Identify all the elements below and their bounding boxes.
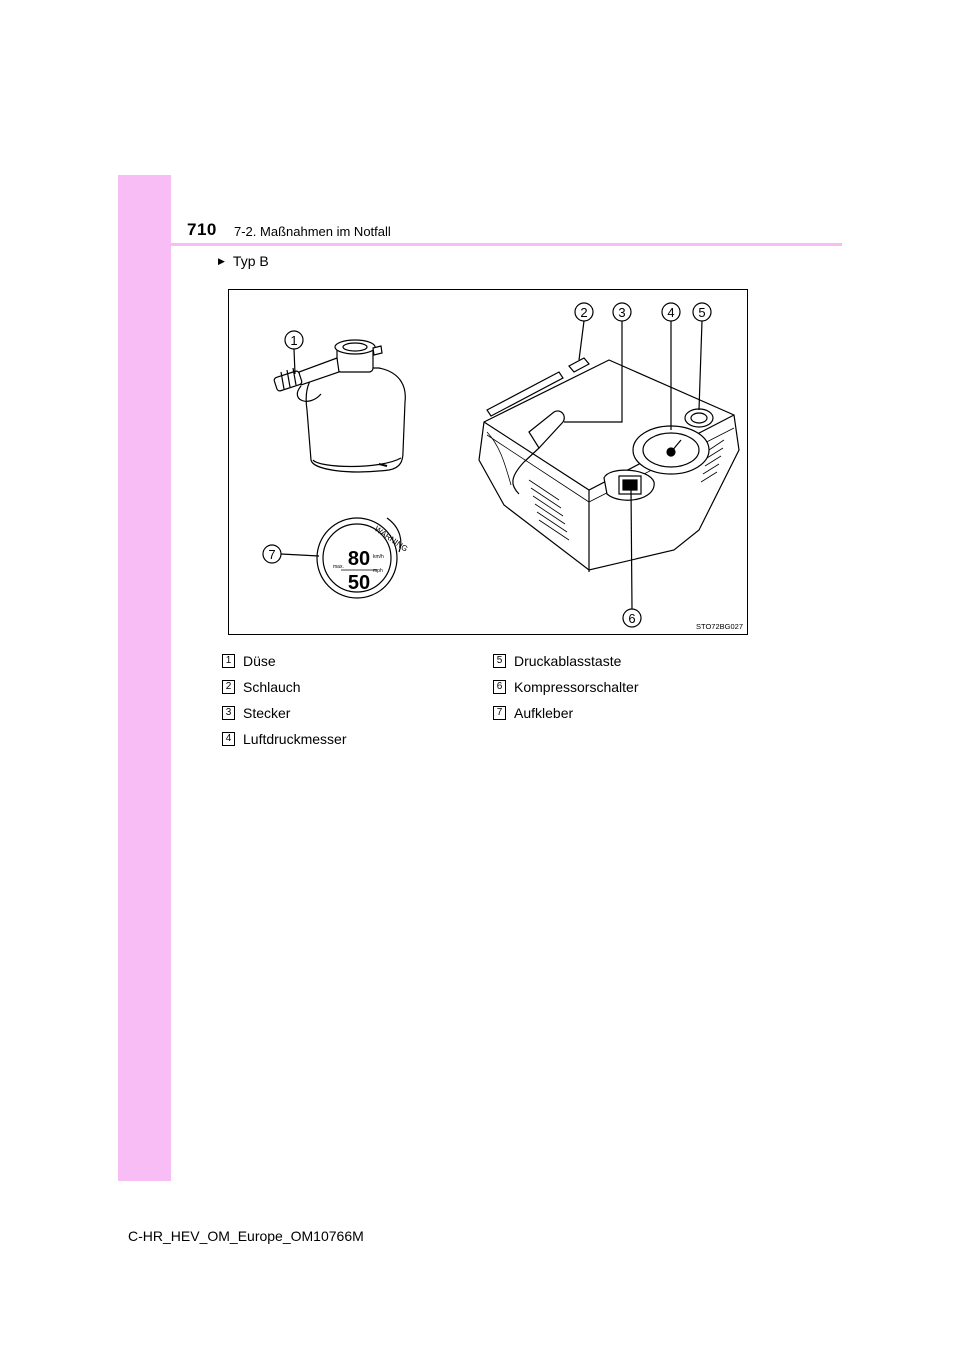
callout-2 — [575, 303, 593, 360]
legend-label: Stecker — [243, 705, 291, 721]
legend-label: Aufkleber — [514, 705, 574, 721]
side-tab-band — [118, 175, 171, 1181]
svg-text:6: 6 — [628, 611, 636, 626]
svg-text:mph: mph — [373, 568, 383, 574]
svg-text:WARNING: WARNING — [372, 524, 410, 554]
svg-text:2: 2 — [580, 305, 588, 320]
callout-7 — [263, 545, 319, 563]
svg-text:80: 80 — [347, 548, 371, 570]
svg-text:5: 5 — [698, 305, 706, 320]
type-label — [218, 253, 269, 269]
svg-text:1: 1 — [290, 333, 298, 348]
svg-text:7: 7 — [268, 547, 276, 562]
legend-label: Düse — [243, 653, 276, 669]
legend-number: 7 — [493, 706, 506, 720]
warning-sticker — [317, 518, 409, 598]
repair-kit-illustration — [229, 290, 749, 636]
legend-item — [493, 679, 639, 695]
svg-text:max.: max. — [333, 564, 344, 570]
legend-number: 4 — [222, 732, 235, 746]
section-title: 7-2. Maßnahmen im Notfall — [234, 224, 391, 239]
callout-1 — [285, 331, 303, 374]
svg-text:3: 3 — [618, 305, 626, 320]
legend-item — [222, 731, 346, 747]
page-number: 710 — [187, 220, 217, 239]
legend-label: Druckablasstaste — [514, 653, 622, 669]
legend-number: 2 — [222, 680, 235, 694]
legend-item — [493, 705, 573, 721]
legend-number: 1 — [222, 654, 235, 668]
triangle-bullet-icon: ▶ — [218, 255, 225, 266]
figure-code: STO72BG027 — [696, 622, 743, 631]
legend-label: Schlauch — [243, 679, 301, 695]
legend-item — [222, 705, 290, 721]
svg-text:km/h: km/h — [373, 554, 384, 560]
legend-item — [222, 679, 301, 695]
legend-number: 3 — [222, 706, 235, 720]
svg-text:50: 50 — [347, 572, 371, 594]
type-label-text: Typ B — [232, 253, 269, 269]
legend-label: Kompressorschalter — [514, 679, 639, 695]
legend-number: 6 — [493, 680, 506, 694]
legend-label: Luftdruckmesser — [243, 731, 347, 747]
repair-kit-figure — [228, 289, 748, 635]
svg-text:4: 4 — [667, 305, 675, 320]
legend-item — [222, 653, 276, 669]
legend-number: 5 — [493, 654, 506, 668]
legend-item — [493, 653, 621, 669]
sealant-bottle — [273, 340, 405, 472]
header-divider — [118, 243, 842, 246]
footer-document-id: C-HR_HEV_OM_Europe_OM10766M — [128, 1228, 364, 1244]
callout-5 — [693, 303, 711, 410]
